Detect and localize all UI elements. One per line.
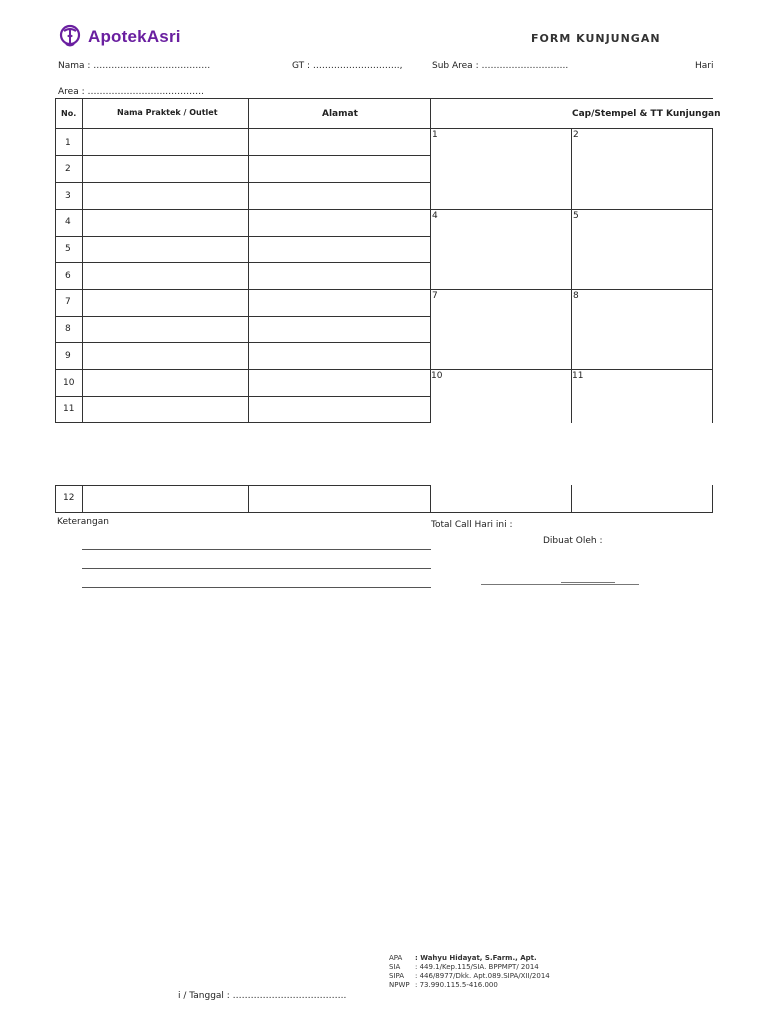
keterangan-label: Keterangan <box>57 517 109 527</box>
row12-border-left <box>55 485 56 512</box>
keterangan-line <box>82 587 431 588</box>
table-border-left <box>55 98 56 423</box>
info-value-apa: : Wahyu Hidayat, S.Farm., Apt. <box>415 954 537 962</box>
row-number: 8 <box>65 324 71 334</box>
row12-border-right <box>712 485 713 512</box>
row-number: 3 <box>65 191 71 201</box>
header-divider <box>55 128 431 129</box>
row12-top <box>248 485 430 486</box>
header-no: No. <box>61 109 77 118</box>
info-label-sipa: SIPA <box>389 972 405 980</box>
row-number-12: 12 <box>63 493 75 503</box>
info-label-sia: SIA <box>389 963 401 971</box>
info-value-npwp: : 73.990.115.5-416.000 <box>415 981 498 989</box>
pharmacist-info <box>389 954 589 994</box>
total-call-label: Total Call Hari ini : <box>431 520 513 530</box>
table-border-top <box>55 98 713 99</box>
brand-name: ApotekAsri <box>88 27 181 46</box>
row12-divider <box>82 485 83 512</box>
field-area: Area : ……………………..…………. <box>58 87 205 97</box>
stamp-box-number: 8 <box>573 291 579 301</box>
col-divider-outlet <box>248 98 249 423</box>
field-gt: GT : ……………………….., <box>292 61 403 71</box>
info-value-sipa: : 446/8977/Dkk. Apt.089.SIPA/XII/2014 <box>415 972 550 980</box>
row-line <box>55 342 431 343</box>
row-line <box>55 289 431 290</box>
field-hari: Hari <box>695 61 714 71</box>
row12-top <box>55 485 248 486</box>
info-label-apa: APA <box>389 954 403 962</box>
signature-line <box>481 584 639 585</box>
stamp-box-number: 7 <box>432 291 438 301</box>
row-line <box>55 316 431 317</box>
row-line <box>55 236 431 237</box>
dibuat-oleh-label: Dibuat Oleh : <box>543 536 603 546</box>
stamp-box-number: 5 <box>573 211 579 221</box>
row-number: 4 <box>65 217 71 227</box>
row-number: 1 <box>65 138 71 148</box>
row-line <box>55 182 431 183</box>
row-number: 5 <box>65 244 71 254</box>
stamp-row-line <box>431 369 713 370</box>
tanggal-field: i / Tanggal : ……………………………….. <box>178 991 347 1001</box>
stamp-row-line <box>431 209 713 210</box>
row12-divider <box>571 485 572 512</box>
row-number: 2 <box>65 164 71 174</box>
row-line <box>55 396 431 397</box>
row-number: 7 <box>65 297 71 307</box>
stamp-box-number: 4 <box>432 211 438 221</box>
row12-divider <box>248 485 249 512</box>
row-line <box>55 262 431 263</box>
row-line <box>55 369 431 370</box>
row-number: 11 <box>63 404 75 414</box>
row-line <box>55 209 431 210</box>
col-divider-no <box>82 98 83 423</box>
stamp-row-line <box>431 289 713 290</box>
stamp-box-number: 10 <box>431 371 443 381</box>
header-divider-right <box>431 128 713 129</box>
stamp-box-number: 2 <box>573 130 579 140</box>
stamp-box-number: 11 <box>572 371 584 381</box>
row-number: 9 <box>65 351 71 361</box>
row12-bottom <box>55 512 713 513</box>
stamp-box-number: 1 <box>432 130 438 140</box>
row12-divider <box>430 485 431 512</box>
form-title: FORM KUNJUNGAN <box>531 32 661 45</box>
header-stamp: Cap/Stempel & TT Kunjungan <box>572 109 721 119</box>
info-value-sia: : 449.1/Kep.115/SIA. BPPMPT/ 2014 <box>415 963 539 971</box>
keterangan-line <box>82 549 431 550</box>
row-number: 6 <box>65 271 71 281</box>
signature-line-inner <box>561 582 615 583</box>
keterangan-line <box>82 568 431 569</box>
field-nama: Nama : ………………………………… <box>58 61 211 71</box>
info-label-npwp: NPWP <box>389 981 410 989</box>
field-sub-area: Sub Area : ……………………….. <box>432 61 569 71</box>
row-line <box>55 422 431 423</box>
table-border-right <box>712 128 713 423</box>
row-number: 10 <box>63 378 75 388</box>
row-line <box>55 155 431 156</box>
header-alamat: Alamat <box>322 109 358 119</box>
header-outlet: Nama Praktek / Outlet <box>117 108 218 117</box>
